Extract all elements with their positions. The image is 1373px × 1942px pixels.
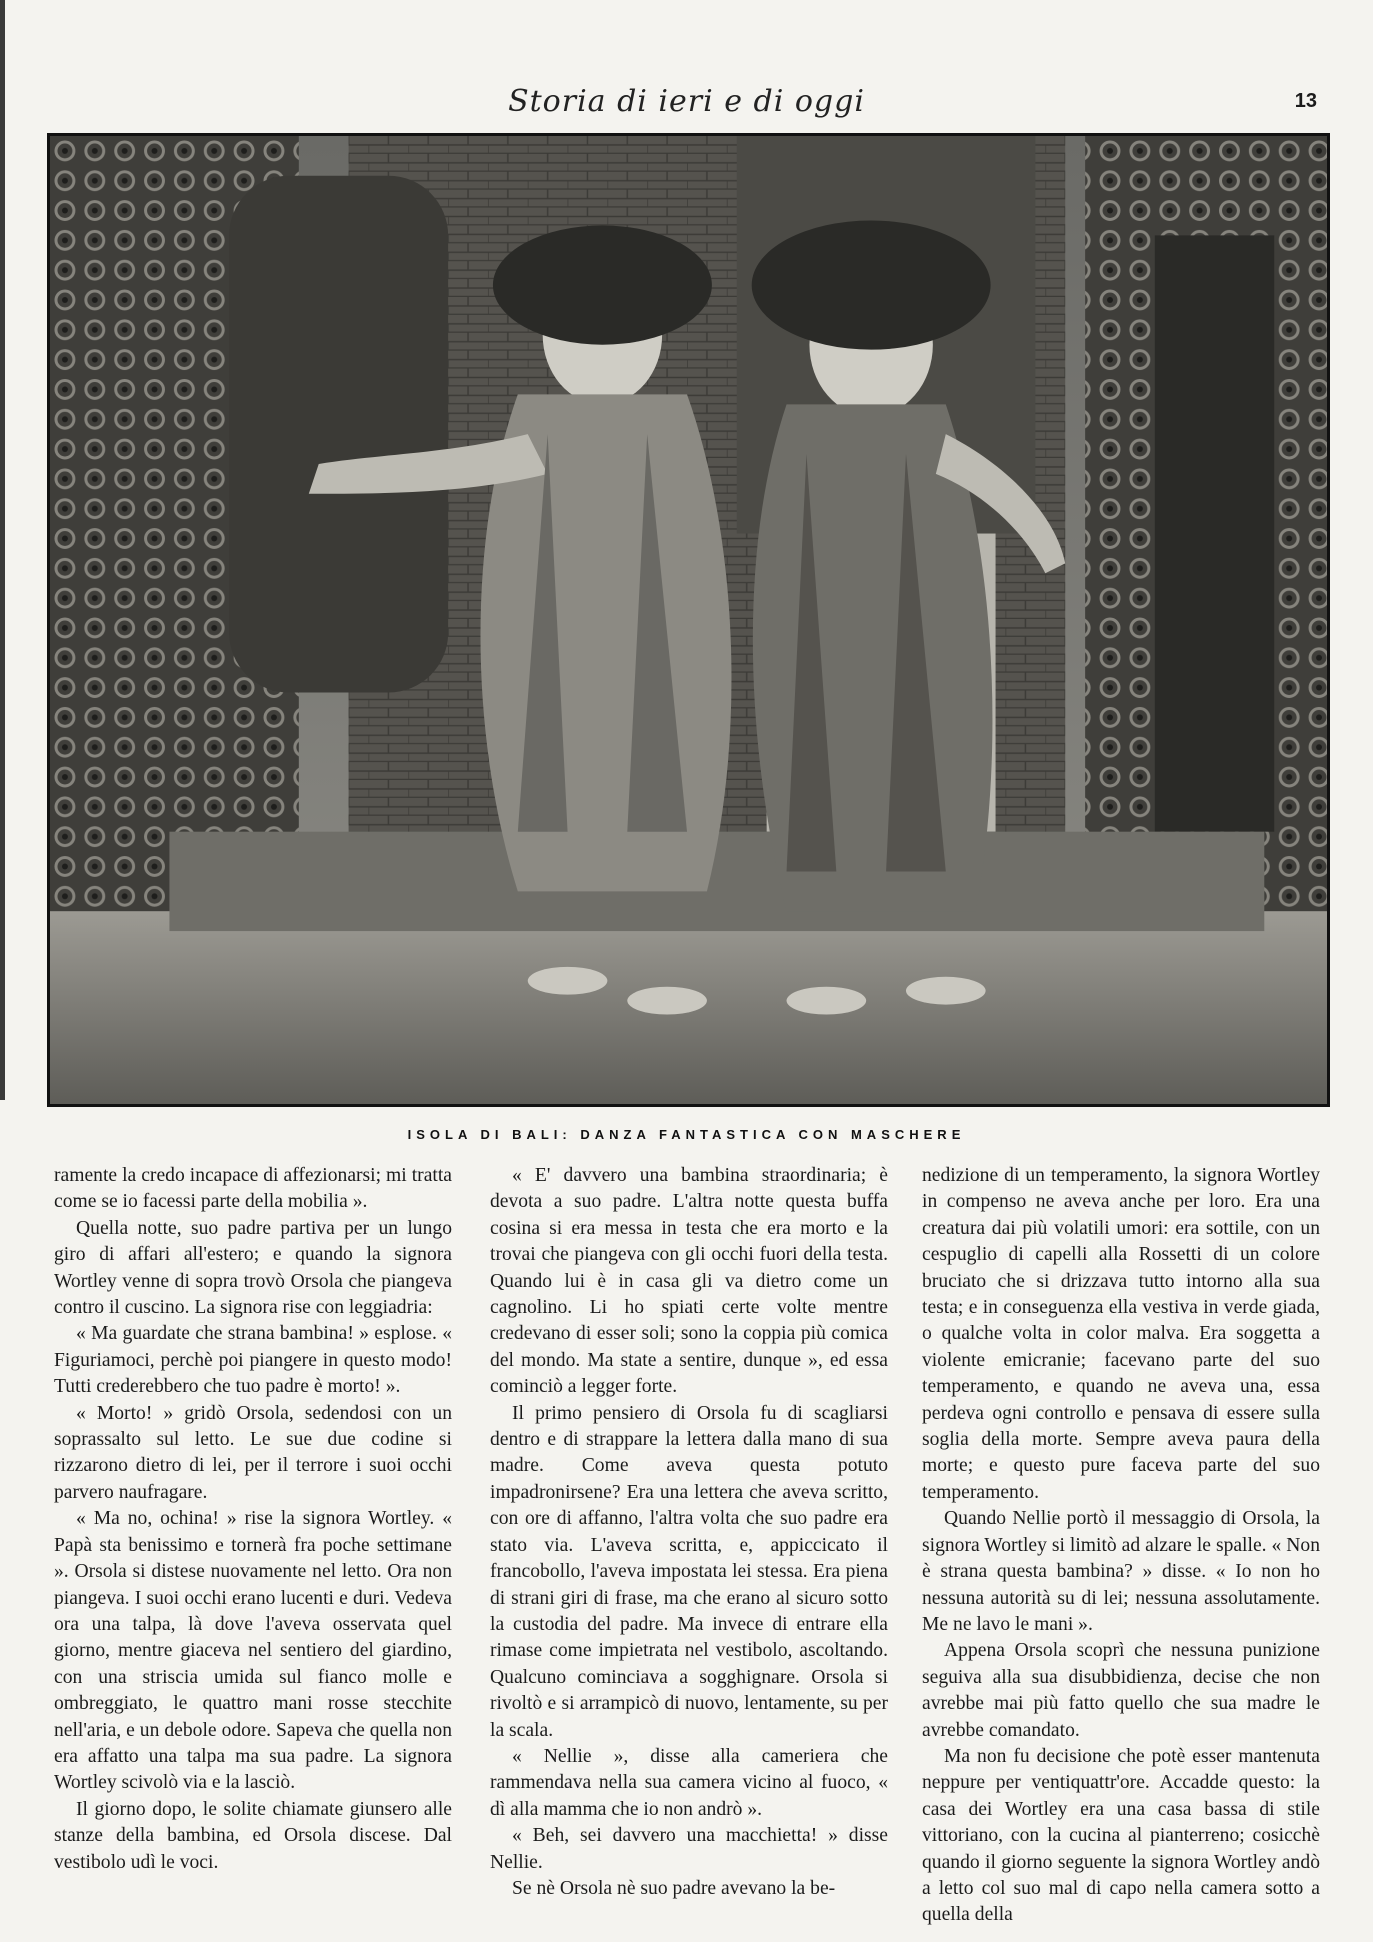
paragraph: Il primo pensiero di Orsola fu di scagliarsi dentro e di strappare la lettera dalla mano di sua madre. Come aveva questa potuto impadronirsene? Era una lettera che aveva scritto, con ore di affanno, l'altra volta che suo padre era stato via. L'aveva scritta, e, appiccicato il francobollo, l'aveva impostata lei stessa. Era piena di strani giri di frase, ma che erano al sicuro sotto la custodia del padre. Ma invece di entrare ella rimase come impietrata nel vestibolo, ascoltando. Qualcuno cominciava a sogghignare. Orsola si rivoltò e si arrampicò di nuovo, lentamente, su per la scala. (490, 1402, 888, 1741)
page-edge-shadow (0, 0, 5, 1100)
paragraph: « Nellie », disse alla cameriera che rammendava nella sua camera vicino al fuoco, « dì alla mamma che io non andrò ». (490, 1745, 888, 1820)
paragraph: « E' davvero una bambina straordinaria; è devota a suo padre. L'altra notte questa buffa cosina si era messa in testa che era morto e la trovai che piangeva con gli occhi fuori della testa. Quando lui è in casa gli va dietro come un cagnolino. Li ho spiati certe volte mentre credevano di esser soli; sono la coppia più comica del mondo. Ma state a sentire, dunque », ed essa cominciò a legger forte. (490, 1165, 888, 1398)
photo-illustration (50, 136, 1327, 1104)
paragraph: Quando Nellie portò il messaggio di Orsola, la signora Wortley si limitò ad alzare le spalle. « Non è strana questa bambina? » disse. « Io non ho nessuna autorità su di lei; nessuna assolutamente. Me ne lavo le mani ». (922, 1508, 1320, 1635)
paragraph: Ma non fu decisione che potè esser mantenuta neppure per ventiquattr'ore. Accadde questo: la casa dei Wortley era una casa bassa di stile vittoriano, con la cucina al pianterreno; cosicchè quando il giorno seguente la signora Wortley andò a letto col suo mal di capo nella camera sotto a quella della (922, 1745, 1320, 1926)
running-title: Storia di ieri e di oggi (508, 84, 865, 119)
paragraph: Se nè Orsola nè suo padre avevano la be- (512, 1877, 836, 1899)
paragraph: « Morto! » gridò Orsola, sedendosi con un soprassalto sul letto. Le sue due codine si rizzarono dietro di lei, per il terrore i suoi occhi parvero naufragare. (54, 1402, 452, 1503)
paragraph: Quella notte, suo padre partiva per un lungo giro di affari all'estero; e quando la signora Wortley venne di sopra trovò Orsola che piangeva contro il cuscino. La signora rise con leggiadria: (54, 1217, 452, 1319)
paragraph: Appena Orsola scoprì che nessuna punizione seguiva alla sua disubbidienza, decise che non avrebbe mai più fatto quello che sua madre le avrebbe comandato. (922, 1640, 1320, 1741)
page-number: 13 (1294, 90, 1317, 112)
paragraph: ramente la credo incapace di affezionarsi; mi tratta come se io facessi parte della mobilia ». (54, 1165, 452, 1213)
paragraph: « Ma no, ochina! » rise la signora Wortley. « Papà sta benissimo e tornerà fra poche settimane ». Orsola si distese nuovamente nel letto. Ora non piangeva. I suoi occhi erano lucenti e duri. Vedeva ora una talpa, là dove l'aveva osservata quel giorno, mentre giaceva nel sentiero del giardino, con una striscia umida sul fianco molle e ombreggiato, le quattro mani rosse stecchite nell'aria, e un debole odore. Sapeva che quella non era affatto una talpa ma sua padre. La signora Wortley scivolò via e la lasciò. (54, 1508, 452, 1794)
article-body (54, 1163, 1320, 1926)
paragraph: Il giorno dopo, le solite chiamate giunsero alle stanze della bambina, ed Orsola discese. Dal vestibolo udì le voci. (54, 1798, 452, 1873)
paragraph: nedizione di un temperamento, la signora Wortley in compenso ne aveva anche per loro. Era una creatura dai più volatili umori: era sottile, con un cespuglio di capelli alla Rossetti di un colore bruciato che si drizzava tutto intorno alla sua testa; e in conseguenza ella vestiva in verde giada, o qualche volta in color malva. Era soggetta a violente emicranie; facevano parte del suo temperamento, e quando ne aveva una, essa perdeva ogni controllo e pensava di essere sulla soglia della morte. Sempre aveva paura della morte; e questo pure faceva parte del suo temperamento. (922, 1165, 1320, 1503)
text-column-2 (490, 1163, 888, 1902)
text-column-1 (54, 1163, 452, 1876)
text-column-3 (922, 1163, 1320, 1929)
page-header (0, 82, 1373, 122)
paragraph: « Beh, sei davvero una macchietta! » disse Nellie. (490, 1825, 888, 1873)
photograph-bali-mask-dancers (47, 133, 1330, 1107)
photo-caption: ISOLA DI BALI: DANZA FANTASTICA CON MASCHERE (407, 1127, 966, 1142)
paragraph: « Ma guardate che strana bambina! » esplose. « Figuriamoci, perchè poi piangere in questo modo! Tutti crederebbero che tuo padre è morto! ». (54, 1323, 452, 1398)
